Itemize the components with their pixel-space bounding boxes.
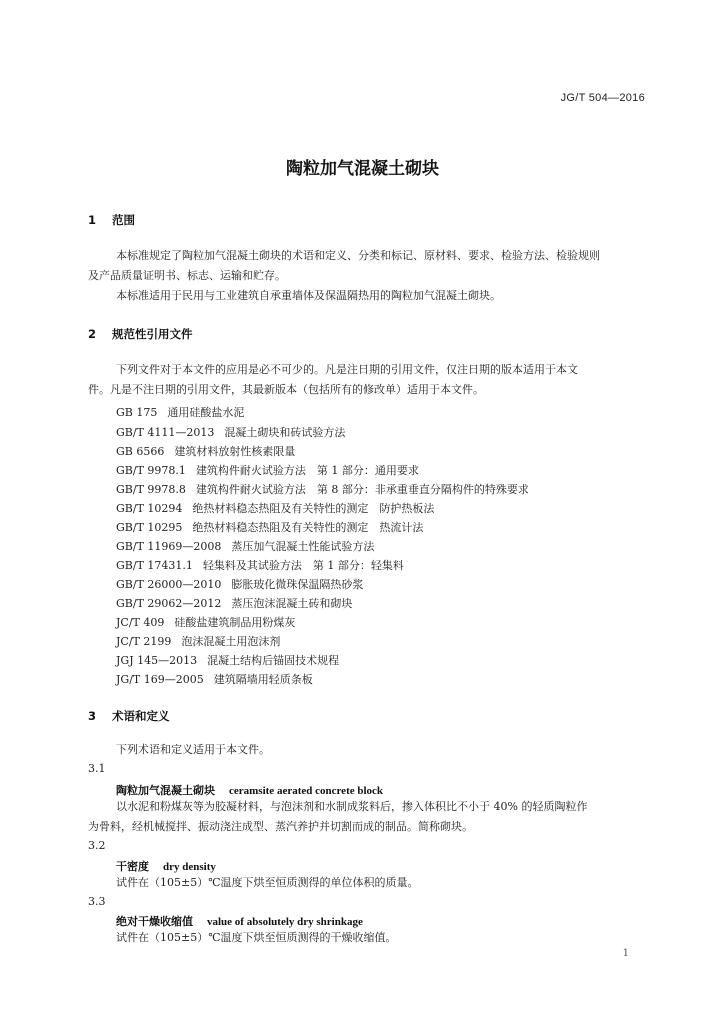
reference-item: [116, 519, 423, 535]
term-chinese: 陶粒加气混凝土砌块: [116, 784, 215, 797]
reference-code: GB/T 17431.1: [116, 559, 193, 572]
reference-item: [116, 614, 295, 630]
paragraph: 件。凡是不注日期的引用文件，其最新版本（包括所有的修改单）适用于本文件。: [88, 383, 484, 396]
reference-item: [116, 538, 374, 554]
term-english: ceramsite aerated concrete block: [229, 785, 384, 797]
reference-code: GB/T 10295: [116, 521, 183, 534]
section-2-heading: [88, 326, 193, 342]
term-english: dry density: [163, 861, 216, 873]
reference-title: 混凝土砌块和砖试验方法: [224, 426, 346, 439]
reference-code: GB/T 10294: [116, 502, 183, 515]
reference-code: GB 6566: [116, 445, 165, 458]
reference-title: 硅酸盐建筑制品用粉煤灰: [174, 616, 296, 629]
reference-title: 通用硅酸盐水泥: [167, 406, 245, 419]
clause-number: 3.3: [88, 895, 106, 908]
reference-item: [116, 595, 352, 611]
reference-code: JC/T 2199: [116, 635, 172, 648]
page-title: 陶粒加气混凝土砌块: [286, 159, 439, 179]
reference-title: 蒸压泡沫混凝土砖和砌块: [231, 597, 353, 610]
reference-code: GB/T 4111—2013: [116, 426, 215, 439]
term-chinese: 绝对干燥收缩值: [116, 915, 193, 928]
standard-code: JG/T 504—2016: [560, 92, 645, 104]
page-number: 1: [622, 948, 629, 959]
term-heading: [116, 782, 383, 798]
reference-item: [116, 500, 434, 516]
term-chinese: 干密度: [116, 860, 149, 873]
clause-number: 3.2: [88, 839, 106, 852]
reference-code: GB/T 29062—2012: [116, 597, 222, 610]
paragraph: 下列文件对于本文件的应用是必不可少的。凡是注日期的引用文件，仅注日期的版本适用于本文: [116, 363, 578, 376]
clause-number: 3.1: [88, 762, 106, 775]
term-definition: 试件在（105±5）℃温度下烘至恒质测得的单位体积的质量。: [116, 876, 419, 889]
section-3-heading: [88, 708, 170, 724]
paragraph: 及产品质量证明书、标志、运输和贮存。: [88, 269, 286, 282]
term-definition: 为骨料，经机械搅拌、振动浇注成型、蒸汽养护并切割而成的制品。简称砌块。: [88, 820, 473, 833]
reference-item: [116, 671, 313, 687]
reference-code: GB/T 26000—2010: [116, 578, 222, 591]
term-english: value of absolutely dry shrinkage: [207, 916, 363, 928]
reference-title: 建筑材料放射性核素限量: [174, 445, 296, 458]
reference-item: [116, 633, 280, 649]
section-number: 3: [88, 709, 97, 723]
reference-title: 轻集料及其试验方法 第 1 部分：轻集料: [202, 559, 404, 572]
paragraph: 下列术语和定义适用于本文件。: [116, 743, 270, 756]
term-definition: 试件在（105±5）℃温度下烘至恒质测得的干燥收缩值。: [116, 931, 397, 944]
reference-title: 建筑构件耐火试验方法 第 8 部分：非承重垂直分隔构件的特殊要求: [195, 483, 529, 496]
section-number: 1: [88, 213, 97, 227]
section-number: 2: [88, 327, 97, 341]
term-heading: [116, 913, 363, 929]
section-title: 规范性引用文件: [112, 327, 193, 341]
reference-item: [116, 424, 345, 440]
section-title: 范围: [112, 213, 136, 227]
reference-code: JC/T 409: [116, 616, 165, 629]
paragraph: 本标准规定了陶粒加气混凝土砌块的术语和定义、分类和标记、原材料、要求、检验方法、检验规则: [116, 249, 600, 262]
reference-title: 混凝土结构后锚固技术规程: [207, 654, 340, 667]
section-title: 术语和定义: [112, 709, 170, 723]
reference-code: GB/T 9978.1: [116, 464, 186, 477]
reference-title: 建筑构件耐火试验方法 第 1 部分：通用要求: [195, 464, 419, 477]
reference-title: 膨胀玻化微珠保温隔热砂浆: [231, 578, 364, 591]
term-heading: [116, 858, 216, 874]
reference-title: 建筑隔墙用轻质条板: [213, 673, 313, 686]
paragraph: 本标准适用于民用与工业建筑自承重墙体及保温隔热用的陶粒加气混凝土砌块。: [116, 289, 501, 302]
reference-item: [116, 557, 404, 573]
reference-code: GB/T 11969—2008: [116, 540, 222, 553]
section-1-heading: [88, 212, 135, 228]
reference-code: GB/T 9978.8: [116, 483, 186, 496]
reference-item: [116, 404, 244, 420]
reference-title: 绝热材料稳态热阻及有关特性的测定 热流计法: [192, 521, 424, 534]
term-definition: 以水泥和粉煤灰等为胶凝材料，与泡沫剂和水制成浆料后，掺入体积比不小于 40% 的轻质陶粒作: [116, 800, 588, 813]
reference-item: [116, 481, 529, 497]
reference-code: GB 175: [116, 406, 158, 419]
reference-item: [116, 652, 339, 668]
reference-title: 绝热材料稳态热阻及有关特性的测定 防护热板法: [192, 502, 435, 515]
reference-item: [116, 462, 419, 478]
reference-code: JG/T 169—2005: [116, 673, 204, 686]
reference-item: [116, 576, 363, 592]
reference-title: 泡沫混凝土用泡沫剂: [181, 635, 281, 648]
reference-title: 蒸压加气混凝土性能试验方法: [231, 540, 375, 553]
reference-code: JGJ 145—2013: [116, 654, 198, 667]
reference-item: [116, 443, 295, 459]
